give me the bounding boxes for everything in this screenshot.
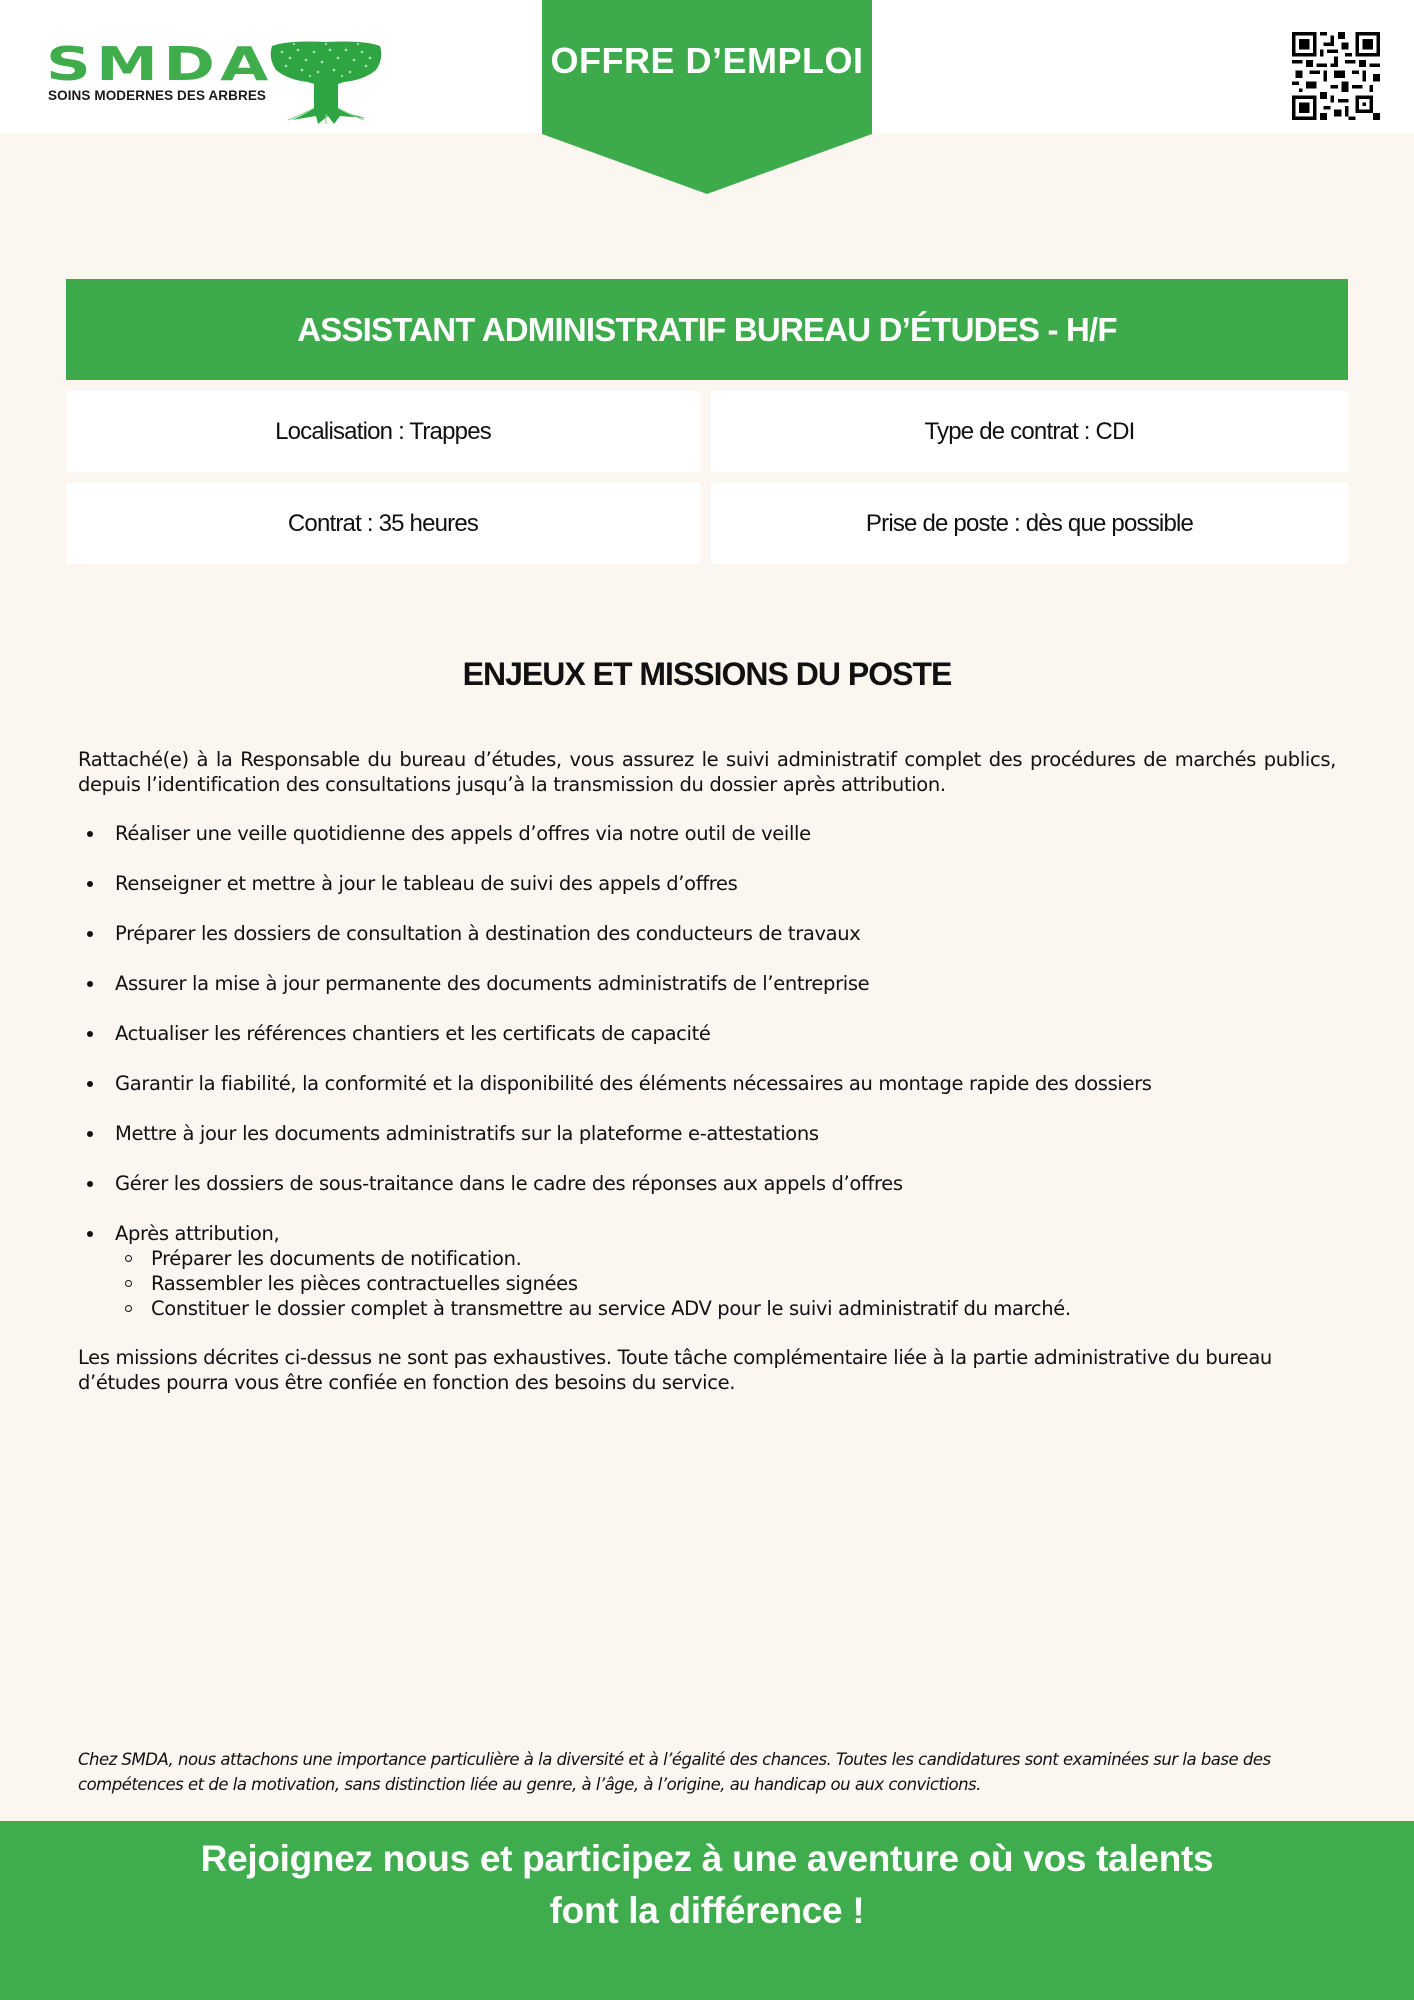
logo-tagline: SOINS MODERNES DES ARBRES bbox=[48, 88, 267, 103]
job-title-bar bbox=[66, 279, 1348, 380]
job-title: ASSISTANT ADMINISTRATIF BUREAU D’ÉTUDES - H/F bbox=[297, 310, 1117, 348]
qr-code-icon[interactable] bbox=[1292, 32, 1380, 120]
list-item: Réaliser une veille quotidienne des appels d’offres via notre outil de veille bbox=[78, 821, 1336, 846]
page-header bbox=[0, 0, 1414, 133]
logo-wordmark: SMDA bbox=[46, 37, 274, 91]
list-item: Gérer les dossiers de sous-traitance dans le cadre des réponses aux appels d’offres bbox=[78, 1171, 1336, 1196]
missions-heading: ENJEUX ET MISSIONS DU POSTE bbox=[462, 656, 952, 692]
list-item: Mettre à jour les documents administratifs sur la plateforme e-attestations bbox=[78, 1121, 1336, 1146]
banner-shape bbox=[542, 0, 872, 194]
detail-start-date: Prise de poste : dès que possible bbox=[711, 483, 1348, 564]
after-award-label: Après attribution, bbox=[115, 1222, 280, 1245]
banner-label: OFFRE D’EMPLOI bbox=[550, 40, 864, 81]
after-award-sublist bbox=[115, 1246, 1336, 1321]
list-item: Assurer la mise à jour permanente des documents administratifs de l’entreprise bbox=[78, 971, 1336, 996]
footer-slogan-line2: font la différence ! bbox=[549, 1890, 865, 1931]
detail-location: Localisation : Trappes bbox=[66, 391, 700, 472]
sub-list-item: Rassembler les pièces contractuelles signées bbox=[115, 1271, 1336, 1296]
sub-list-item: Préparer les documents de notification. bbox=[115, 1246, 1336, 1271]
list-item: Garantir la fiabilité, la conformité et la disponibilité des éléments nécessaires au montage rapide des dossiers bbox=[78, 1071, 1336, 1096]
list-item: Actualiser les références chantiers et les certificats de capacité bbox=[78, 1021, 1336, 1046]
missions-closing: Les missions décrites ci-dessus ne sont pas exhaustives. Toute tâche complémentaire liée à la partie administrative du bureau d’études pourra vous être confiée en fonction des besoins du service. bbox=[78, 1346, 1272, 1394]
tree-icon bbox=[268, 38, 384, 126]
detail-hours: Contrat : 35 heures bbox=[66, 483, 700, 564]
missions-content bbox=[78, 747, 1336, 1395]
sub-list-item: Constituer le dossier complet à transmettre au service ADV pour le suivi administratif du marché. bbox=[115, 1296, 1336, 1321]
missions-intro: Rattaché(e) à la Responsable du bureau d’études, vous assurez le suivi administratif complet des procédures de marchés publics, depuis l’identification des consultations jusqu’à la transmission du dossier après attribution. bbox=[78, 748, 1336, 796]
footer-banner bbox=[0, 1821, 1414, 2000]
list-item: Renseigner et mettre à jour le tableau de suivi des appels d’offres bbox=[78, 871, 1336, 896]
list-item: Préparer les dossiers de consultation à destination des conducteurs de travaux bbox=[78, 921, 1336, 946]
footer-slogan bbox=[0, 1833, 1414, 1937]
detail-contract-type: Type de contrat : CDI bbox=[711, 391, 1348, 472]
job-offer-banner bbox=[542, 0, 872, 194]
list-item-after-award bbox=[78, 1221, 1336, 1321]
footer-slogan-line1: Rejoignez nous et participez à une aventure où vos talents bbox=[200, 1838, 1214, 1879]
diversity-statement: Chez SMDA, nous attachons une importance particulière à la diversité et à l’égalité des chances. Toutes les candidatures sont examinées sur la base des compétences et de la motivation, sans distinction liée au genre, à l’âge, à l’origine, au handicap ou aux convictions. bbox=[78, 1750, 1271, 1794]
smda-logo bbox=[46, 36, 386, 128]
missions-list bbox=[78, 821, 1336, 1321]
